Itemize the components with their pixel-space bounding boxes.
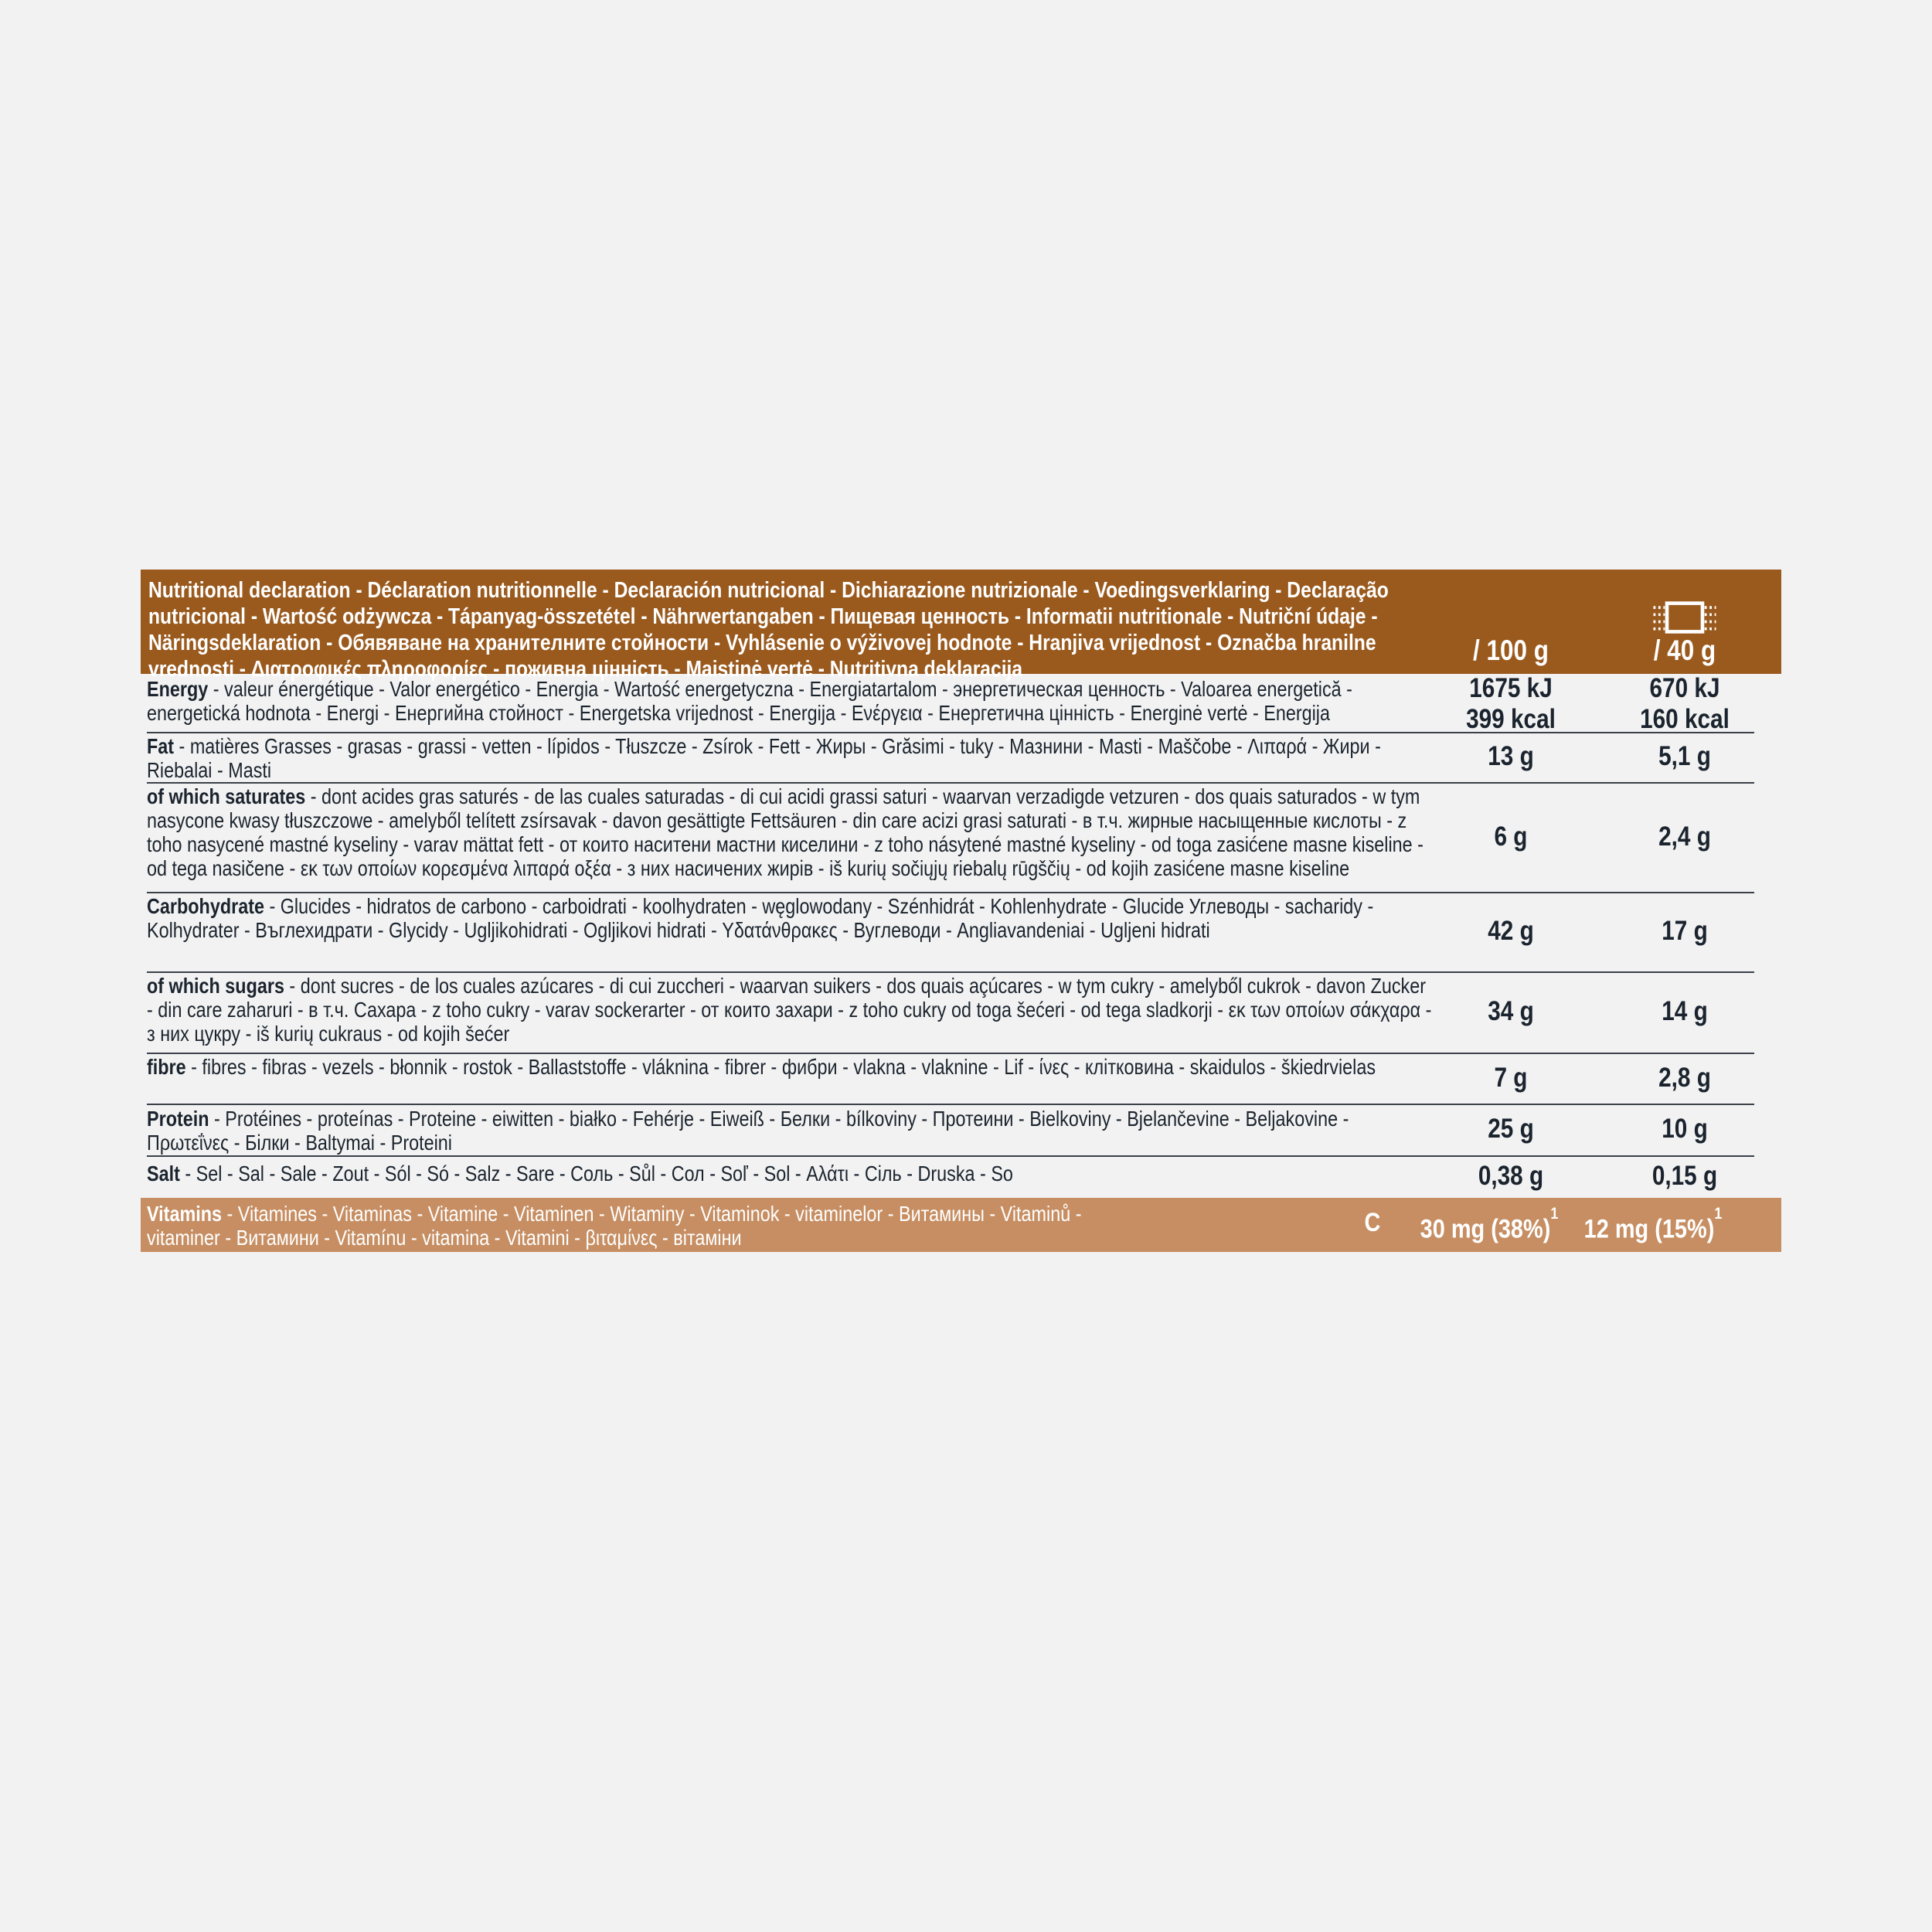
- nutrient-term: fibre: [147, 1055, 186, 1079]
- row-label-fibre: [147, 1055, 1434, 1079]
- row-separator: [147, 1104, 1754, 1105]
- protein-per-40g: 10 g: [1662, 1114, 1708, 1144]
- carbohydrate-per-40g: 17 g: [1662, 916, 1708, 946]
- vitamins-band: [141, 1198, 1781, 1252]
- row-label-sugars: [147, 974, 1434, 1046]
- row-separator: [147, 892, 1754, 893]
- row-separator: [147, 971, 1754, 973]
- energy-per-40g: [1580, 673, 1790, 735]
- fat-per-100g: 13 g: [1488, 741, 1534, 771]
- energy-kcal-100g: 399 kcal: [1466, 704, 1556, 734]
- nutrition-table: [141, 570, 1781, 1252]
- vitamin-c-per-40g: [1548, 1205, 1758, 1244]
- nutrient-translations: - Sel - Sal - Sale - Zout - Sól - Só - Salz - Sare - Соль - Sůl - Сол - Soľ - Sol - Αλάτι - Сіль - Druska - So: [185, 1162, 1013, 1185]
- nutrient-term: Carbohydrate: [147, 894, 264, 918]
- nutrient-translations: - Glucides - hidratos de carbono - carboidrati - koolhydraten - węglowodany - Szénhidrát - Kohlenhydrate - Glucide Углеводы - sacharidy - Kolhydrater - Въглехидрати - Glycidy - Ugljikohidrati - Ogljikovi hidrati - Υδατάνθρακες - Вуглеводи - Angliavandeniai - Ugljeni hidrati: [147, 894, 1374, 942]
- fibre-per-100g: 7 g: [1494, 1063, 1528, 1093]
- footnote-ref: 1: [1714, 1205, 1723, 1223]
- footnote-ref: 1: [1550, 1205, 1559, 1223]
- fibre-per-40g: 2,8 g: [1658, 1063, 1711, 1093]
- nutrient-translations: - dont sucres - de los cuales azúcares - di cui zuccheri - waarvan suikers - dos quais açúcares - w tym cukry - amelyből cukrok - davon Zucker - din care zaharuri - в т.ч. Сахара - z toho cukry - varav sockerarter - от които захари - z toho cukry od toga šećeri - od tega sladkorji - εκ των οποίων σάκχαρα - з них цукру - iš kurių cukraus - od kojih šećer: [147, 974, 1432, 1046]
- row-separator: [147, 1155, 1754, 1157]
- row-label-salt: [147, 1162, 1434, 1185]
- row-label-protein: [147, 1107, 1434, 1155]
- nutrient-term: of which saturates: [147, 784, 306, 808]
- salt-per-40g: 0,15 g: [1651, 1161, 1718, 1191]
- nutrient-term: Salt: [147, 1162, 180, 1185]
- header-title: Nutritional declaration - Déclaration nutritionnelle - Declaración nutricional - Dichiarazione nutrizionale - Voedingsverklaring - Declaração nutricional - Wartość odżywcza - Tápanyag-összetétel - Nährwertangaben - Пищевая ценность - Informatii nutritionale - Nutriční údaje - Näringsdeklaration - Обявяване на хранителните стойности - Vyhlásenie o výživovej hodnote - Hranjiva vrijednost - Označba hranilne vrednosti - Διατροφικές πληροφορίες - поживна цінність - Maistinė vertė - Nutritivna deklaracija: [148, 578, 1389, 682]
- nutrient-translations: - fibres - fibras - vezels - błonnik - rostok - Ballaststoffe - vláknina - fibrer - фибри - vlakna - vlaknine - Lif - ίνες - клітковина - skaidulos - škiedrvielas: [191, 1055, 1376, 1079]
- wrapped-bar-icon: [1649, 597, 1720, 638]
- sugars-per-100g: 34 g: [1488, 996, 1534, 1026]
- nutrient-translations: - dont acides gras saturés - de las cuales saturadas - di cui acidi grassi saturi - waarvan verzadigde vetzuren - dos quais saturados - w tym nasycone kwasy tłuszczowe - amelyből telített zsírsavak - davon gesättigte Fettsäuren - din care acizi grasi saturati - в т.ч. жирные насыщенные кислоты - z toho nasycené mastné kyseliny - varav mättat fett - от които наситени мастни киселини - z toho násytené mastné kyseliny - od toga zasićene masne kiseline - od tega nasičene - εκ των οποίων κορεσμένα λιπαρά οξέα - з них насичених жирів - iš kurių sočiųjų riebalų rūgščių - od kojih zasićene masne kiseline: [147, 784, 1423, 880]
- saturates-per-100g: 6 g: [1494, 821, 1528, 852]
- row-label-saturates: [147, 784, 1434, 880]
- energy-kj-100g: 1675 kJ: [1469, 673, 1553, 703]
- nutrient-translations: - Protéines - proteínas - Proteine - eiwitten - białko - Fehérje - Eiweiß - Белки - bílkoviny - Протеини - Bielkoviny - Bjelančevine - Beljakovine - Πρωτεΐνες - Білки - Baltymai - Proteini: [147, 1107, 1349, 1155]
- nutrient-term: of which sugars: [147, 974, 284, 998]
- table-header: [141, 570, 1781, 682]
- vitamin-c-value-100g: 30 mg (38%): [1420, 1214, 1551, 1244]
- column-header-per-100g: / 100 g: [1473, 634, 1549, 666]
- energy-kcal-40g: 160 kcal: [1640, 704, 1730, 734]
- column-header-per-40g: / 40 g: [1653, 634, 1716, 666]
- nutrient-translations: - valeur énergétique - Valor energético - Energia - Wartość energetyczna - Energiatartalom - энергетическая ценность - Valoarea energetică - energetická hodnota - Energi - Енергийна стойност - Energetska vrijednost - Energija - Ενέργεια - Енергетична цінність - Energinė vertė - Energija: [147, 677, 1352, 725]
- nutrient-translations: - matières Grasses - grasas - grassi - vetten - lípidos - Tłuszcze - Zsírok - Fett - Жиры - Grăsimi - tuky - Мазнини - Masti - Maščobe - Λιπαρά - Жири - Riebalai - Masti: [147, 734, 1381, 782]
- protein-per-100g: 25 g: [1488, 1114, 1534, 1144]
- saturates-per-40g: 2,4 g: [1658, 821, 1711, 852]
- fat-per-40g: 5,1 g: [1658, 741, 1711, 771]
- nutrient-term: Fat: [147, 734, 175, 758]
- energy-kj-40g: 670 kJ: [1649, 673, 1720, 703]
- row-separator: [147, 782, 1754, 784]
- carbohydrate-per-100g: 42 g: [1488, 916, 1534, 946]
- vitamin-c-letter: C: [1364, 1208, 1381, 1237]
- vitamin-c-value-40g: 12 mg (15%): [1583, 1214, 1715, 1244]
- row-label-energy: [147, 677, 1434, 725]
- nutrient-term: Vitamins: [147, 1202, 223, 1226]
- nutrient-term: Energy: [147, 677, 209, 701]
- row-label-fat: [147, 734, 1434, 782]
- row-separator: [147, 732, 1754, 733]
- nutrient-translations: - Vitamines - Vitaminas - Vitamine - Vitaminen - Witaminy - Vitaminok - vitaminelor - Витамины - Vitaminů - vitaminer - Витамини - Vitamínu - vitamina - Vitamini - βιταμίνες - вітаміни: [147, 1202, 1082, 1250]
- salt-per-100g: 0,38 g: [1478, 1161, 1544, 1191]
- row-separator: [147, 1053, 1754, 1054]
- sugars-per-40g: 14 g: [1662, 996, 1708, 1026]
- row-label-carbohydrate: [147, 894, 1434, 942]
- nutrient-term: Protein: [147, 1107, 209, 1131]
- row-label-vitamins: [147, 1202, 1090, 1250]
